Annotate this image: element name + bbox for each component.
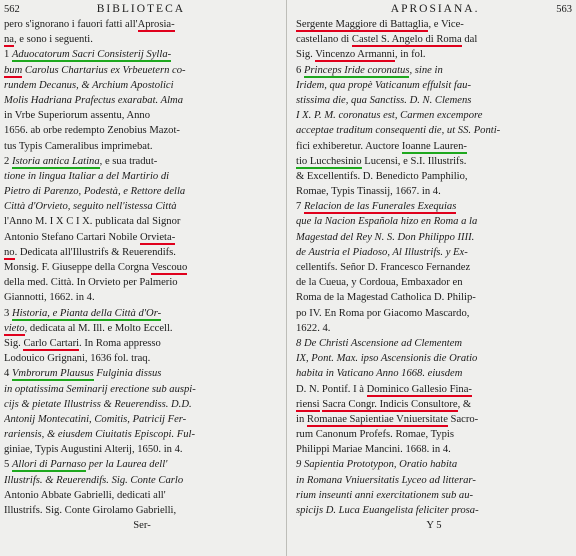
red-underlined-text: Vescouo — [151, 262, 188, 273]
text-line — [4, 290, 280, 305]
text-span: Carolus Chartarius ex Vrbeuetern co- — [22, 64, 186, 76]
text-span: rariensis, & eiusdem Ciuitatis Episcopi. Ful- — [4, 429, 195, 441]
text-span: I X. P. M. coronatus est, Carmen excempore — [296, 110, 483, 122]
text-span: , sine in — [409, 64, 443, 76]
red-underlined-text: Castel S. Angelo di Roma — [351, 34, 462, 46]
text-span: Magestad del Rey N. S. Don Philippo IIII. — [296, 231, 475, 243]
text-span: de la Cueua, y Cordoua, Embaxador en — [296, 277, 463, 289]
text-line — [4, 275, 280, 290]
text-line — [296, 17, 572, 32]
text-span: , in fol. — [394, 49, 426, 61]
text-span: spicijs D. Luca Euangelista feliciter prosa- — [296, 505, 479, 516]
green-underlined-text: Historia, e Pianta della Città d'Or- — [11, 307, 162, 319]
green-underlined-text: Princeps Iride coronatus — [303, 64, 410, 76]
text-line — [4, 442, 280, 457]
text-line — [4, 366, 280, 381]
text-line — [4, 47, 280, 62]
text-span: Roma de la Magestad Catholica D. Philip- — [296, 292, 476, 304]
text-line — [296, 321, 572, 336]
text-span: Philippi Mariae Mancini. 1668. in 4. — [296, 444, 451, 456]
text-span: Ser- — [133, 520, 151, 532]
left-page-header — [4, 2, 280, 17]
red-underlined-text: Sergente Maggiore di Battaglia — [296, 19, 429, 30]
text-span: , dedicata al M. Ill. e Molto Eccell. — [24, 322, 173, 334]
text-span: Molis Hadriana Prafectus exarabat. Alma — [4, 94, 184, 106]
text-line — [4, 488, 280, 503]
text-span: Giannotti, 1662. in 4. — [4, 292, 95, 304]
text-line — [296, 63, 572, 78]
text-span: 9 Sapientia Prototypon, Oratio habita — [296, 459, 458, 471]
text-span: l'Anno M. I X C I X. publicata dal Signor — [4, 216, 181, 228]
page-number: 562 — [4, 4, 20, 15]
text-span: per la Laurea dell' — [86, 459, 168, 471]
text-line — [4, 412, 280, 427]
text-line — [296, 382, 572, 397]
text-line — [4, 382, 280, 397]
text-span: . Dedicata all'Illustrifs & Reuerendifs. — [14, 246, 176, 258]
text-span: Sacro- — [447, 413, 479, 425]
text-line — [296, 260, 572, 275]
text-span: Illustrifs. & Reuerendifs. Sig. Conte Carlo — [4, 474, 184, 486]
text-span: giniae, Typis Augustini Alterij, 1650. in 4. — [4, 444, 183, 456]
right-page-header — [296, 2, 572, 17]
text-line — [4, 32, 280, 47]
text-line — [4, 139, 280, 154]
red-underlined-text: vieto — [4, 322, 25, 334]
text-line — [4, 427, 280, 442]
text-span: dal — [461, 34, 478, 46]
text-line — [4, 397, 280, 412]
text-span: habita in Vaticano Anno 1668. eiusdem — [296, 368, 463, 380]
text-line — [4, 306, 280, 321]
text-line — [296, 139, 572, 154]
red-underlined-text: Sacra Congr. Indicis Consultore — [322, 398, 458, 410]
text-line — [4, 321, 280, 336]
page-gutter — [286, 0, 287, 556]
red-underlined-text: Carlo Cartari — [23, 337, 80, 349]
text-span: Sig. — [4, 337, 24, 349]
text-line — [4, 503, 280, 518]
text-span: D. N. Pontif. I à — [296, 383, 367, 395]
red-underlined-text: Orvieta- — [139, 231, 176, 243]
red-underlined-text: Dominico Gallesio Fina- — [366, 383, 472, 395]
text-line — [4, 214, 280, 229]
text-span: & Excellentifs. D. Benedicto Pamphilio, — [296, 170, 468, 182]
text-span: Y 5 — [426, 520, 442, 532]
text-span: tus Typis Cameralibus imprimebat. — [4, 140, 153, 152]
text-span: Pietro di Parenzo, Podestà, e Rettore della — [4, 186, 186, 198]
text-span: rium inseunti anni exercitationem sub au- — [296, 489, 474, 501]
text-span: 5 — [4, 459, 12, 471]
red-underlined-text: Aprosia- — [137, 19, 175, 30]
text-span: rum Canonum Profefs. Romae, Typis — [296, 429, 454, 441]
text-line — [296, 199, 572, 214]
text-span: 6 — [296, 64, 304, 76]
text-span: 1 — [4, 49, 12, 61]
text-span: Lucensi, e S.I. Illustrifs. — [361, 155, 467, 167]
text-span: cellentifs. Señor D. Francesco Fernandez — [296, 262, 471, 273]
text-span: 2 — [4, 155, 12, 167]
text-line — [296, 154, 572, 169]
red-underlined-text: bum — [4, 64, 23, 76]
text-line — [4, 169, 280, 184]
text-line — [296, 108, 572, 123]
page-number: 563 — [556, 4, 572, 15]
text-line — [296, 442, 572, 457]
text-line — [296, 32, 572, 47]
green-underlined-text: Ioanne Lauren- — [401, 140, 467, 152]
text-span: 8 De Christi Ascensione ad Clementem — [296, 337, 463, 349]
text-span: Lodouico Grignani, 1636 fol. traq. — [4, 353, 151, 365]
red-underlined-text: no — [4, 246, 15, 258]
right-page — [296, 2, 572, 554]
text-span: acceptae traditum consequenti die, ut SS. Ponti- — [296, 125, 501, 137]
text-line — [296, 78, 572, 93]
green-underlined-text: Allori di Parnaso — [11, 459, 87, 471]
text-line — [296, 412, 572, 427]
text-span: 4 — [4, 368, 12, 380]
text-span: stissima die, qua Sanctiss. D. N. Clemens — [296, 94, 472, 106]
text-span: , e sua tradut- — [99, 155, 158, 167]
running-head: APROSIANA. — [390, 3, 480, 15]
text-line — [296, 184, 572, 199]
text-span: Antonio Abbate Gabrielli, dedicati all' — [4, 489, 166, 501]
text-span: IX, Pont. Max. ipso Ascensionis die Oratio — [296, 353, 478, 365]
text-span: Città d'Orvieto, seguito nell'istessa Città — [4, 201, 177, 213]
text-span: , e Vice- — [428, 19, 464, 30]
text-span: pero s'ignorano i fauori fatti all' — [4, 19, 138, 30]
running-head: BIBLIOTECA — [96, 3, 186, 15]
text-line — [4, 518, 280, 533]
text-span: , & — [457, 398, 472, 410]
red-underlined-text: riensi — [296, 398, 320, 410]
green-underlined-text: tio Lucchesinio — [296, 155, 362, 167]
text-span: in — [296, 413, 307, 425]
text-span: 3 — [4, 307, 12, 319]
text-line — [296, 290, 572, 305]
text-span: Illustrifs. Sig. Conte Girolamo Gabrielli, — [4, 505, 177, 516]
text-line — [296, 503, 572, 518]
text-line — [296, 93, 572, 108]
text-span: cijs & pietate Illustriss & Reuerendiss. D.D. — [4, 398, 192, 410]
text-span: fici exhiberetur. Auctore — [296, 140, 402, 152]
text-span: in optatissima Seminarij erectione sub auspi- — [4, 383, 196, 395]
text-span: Romae, Typis Tinassij, 1667. in 4. — [296, 186, 441, 198]
text-line — [4, 78, 280, 93]
text-span: in Romana Vniuersitatis Lyceo ad litterar- — [296, 474, 476, 486]
green-underlined-text: Vmbrorum Plausus — [11, 368, 94, 380]
text-line — [4, 93, 280, 108]
text-line — [296, 245, 572, 260]
text-line — [4, 184, 280, 199]
text-span: rundem Decanus, & Archium Apostolici — [4, 79, 174, 91]
text-span: 1622. 4. — [296, 322, 331, 334]
text-line — [4, 245, 280, 260]
text-span: de Austria el Piadoso, Al Illustrifs. y Ex- — [296, 246, 468, 258]
text-span: 1656. ab orbe redempto Zenobius Mazot- — [4, 125, 180, 137]
text-line — [296, 397, 572, 412]
text-line — [296, 306, 572, 321]
text-line — [4, 123, 280, 138]
text-span: po IV. En Roma por Giacomo Mascardo, — [296, 307, 470, 319]
text-line — [296, 518, 572, 533]
text-line — [4, 199, 280, 214]
text-line — [296, 336, 572, 351]
text-line — [4, 154, 280, 169]
text-line — [296, 366, 572, 381]
left-page — [4, 2, 280, 554]
text-line — [4, 336, 280, 351]
text-line — [296, 47, 572, 62]
text-span: . In Roma appresso — [79, 337, 161, 349]
text-span: que la Nacion Española hizo en Roma a la — [296, 216, 478, 228]
text-line — [296, 427, 572, 442]
text-line — [4, 230, 280, 245]
red-underlined-text: Relacion de las Funerales Exequias — [303, 201, 457, 213]
right-page-text — [296, 17, 572, 533]
text-line — [296, 214, 572, 229]
text-span: castellano di — [296, 34, 352, 46]
text-span: della med. Città. In Orvieto per Palmerio — [4, 277, 178, 289]
text-span: Sig. — [296, 49, 316, 61]
text-line — [296, 123, 572, 138]
text-line — [4, 63, 280, 78]
text-span: Antonio Stefano Cartari Nobile — [4, 231, 140, 243]
text-line — [4, 351, 280, 366]
text-line — [296, 230, 572, 245]
text-span: Monsig. F. Giuseppe della Corgna — [4, 262, 152, 273]
text-span: 7 — [296, 201, 304, 213]
text-line — [296, 351, 572, 366]
text-line — [296, 488, 572, 503]
text-span: in Vrbe Superiorum assentu, Anno — [4, 110, 150, 122]
red-underlined-text: na — [4, 34, 14, 46]
red-underlined-text: Vincenzo Armanni — [315, 49, 395, 61]
text-line — [296, 457, 572, 472]
red-underlined-text: Romanae Sapientiae Vniuersitate — [306, 413, 448, 425]
text-line — [4, 17, 280, 32]
green-underlined-text: Istoria antica Latina — [11, 155, 100, 167]
text-span: Fulginia dissus — [93, 368, 162, 380]
text-line — [4, 473, 280, 488]
text-line — [296, 275, 572, 290]
text-line — [296, 473, 572, 488]
left-page-text — [4, 17, 280, 533]
green-underlined-text: Aduocatorum Sacri Consisterij Sylla- — [11, 49, 172, 61]
text-span: tione in lingua Italiar a del Martirio di — [4, 170, 170, 182]
text-span: Iridem, qua propè Vaticanum effulsit fau- — [296, 79, 471, 91]
text-line — [4, 457, 280, 472]
text-line — [4, 108, 280, 123]
text-span: , e sono i seguenti. — [14, 34, 93, 46]
text-line — [4, 260, 280, 275]
text-span: Antonij Montecatini, Comitis, Patricij Fer- — [4, 413, 187, 425]
text-line — [296, 169, 572, 184]
